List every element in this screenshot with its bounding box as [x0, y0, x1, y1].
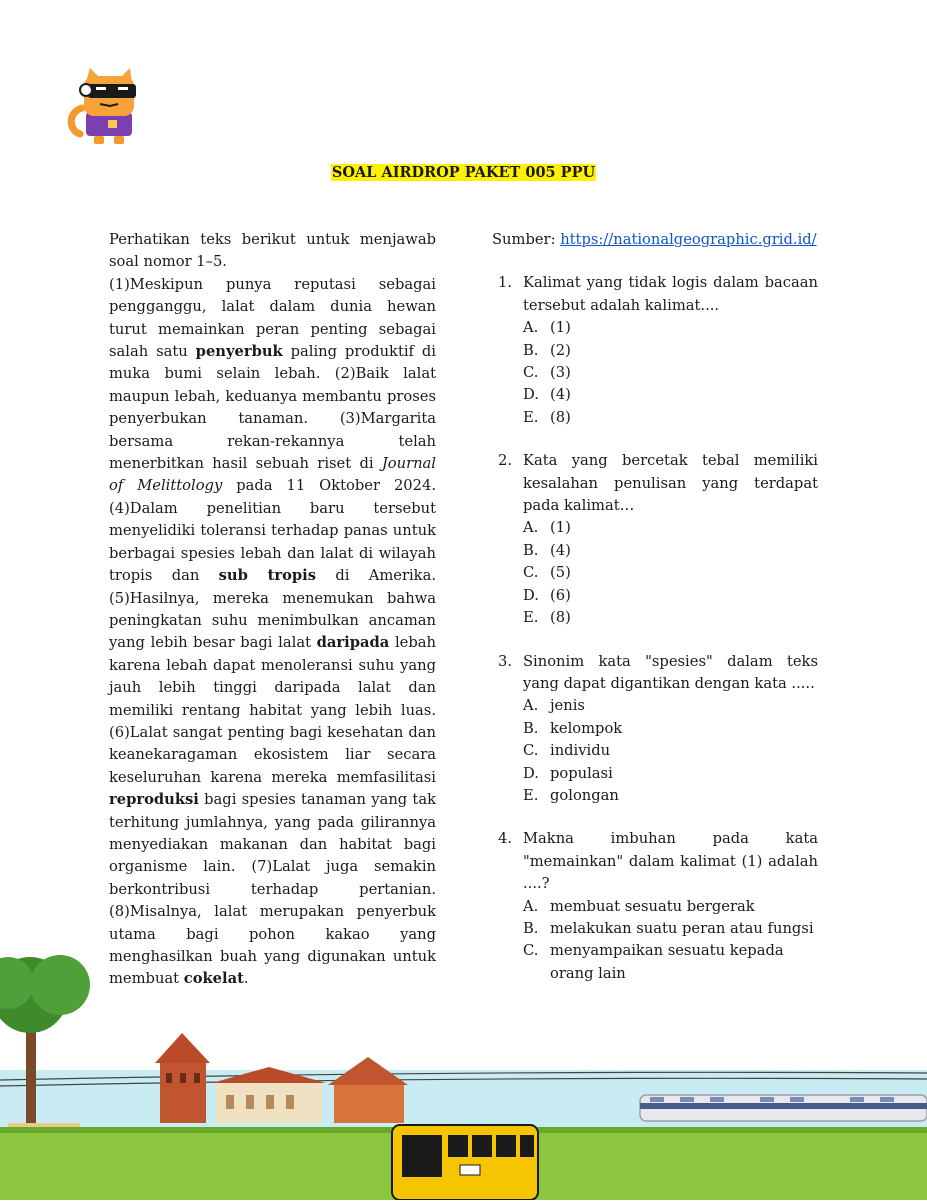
answer-option[interactable]: [523, 740, 818, 762]
reading-passage: [109, 229, 436, 991]
answer-option[interactable]: [523, 918, 818, 940]
passage-intro: Perhatikan teks berikut untuk menjawab soal nomor 1–5.: [109, 231, 436, 271]
answer-option[interactable]: [523, 340, 818, 362]
bold-word: cokelat: [183, 970, 244, 988]
palace-tower-illustration: [155, 1033, 210, 1123]
answer-option[interactable]: [523, 896, 818, 918]
bus-illustration: [392, 1125, 538, 1200]
bold-word: daripada: [316, 634, 390, 652]
source-line: [492, 229, 818, 251]
option-text: (8): [550, 609, 571, 627]
passage-text: bagi spesies tanaman yang tak terhitung jumlahnya, yang pada gilirannya menyediakan makanan dan habitat bagi organisme lain. (7)Lalat juga semakin berkontribusi terhadap pertanian. (8)Misalnya, lalat merupakan penyerbuk utama bagi pohon kakao yang menghasilkan buah yang digunakan untuk membuat: [109, 791, 436, 988]
bold-word: sub tropis: [218, 567, 317, 585]
question-text: Sinonim kata "spesies" dalam teks yang dapat digantikan dengan kata .....: [523, 652, 818, 692]
option-letter: B.: [523, 719, 539, 737]
option-letter: A.: [523, 897, 539, 915]
title-text: SOAL AIRDROP PAKET 005 PPU: [331, 164, 596, 181]
option-text: (6): [550, 586, 571, 604]
option-letter: E.: [523, 786, 539, 804]
answer-option[interactable]: [523, 317, 818, 339]
option-letter: B.: [523, 919, 539, 937]
joglo-house-illustration: [328, 1057, 408, 1123]
option-text: (1): [550, 319, 571, 337]
question-text: Kalimat yang tidak logis dalam bacaan tersebut adalah kalimat....: [523, 274, 818, 314]
option-letter: E.: [523, 408, 539, 426]
passage-text: paling produktif di muka bumi selain lebah. (2)Baik lalat maupun lebah, keduanya membantu proses penyerbukan tanaman. (3)Margarita bersama rekan-rekannya telah menerbitkan hasil sebuah riset di: [109, 343, 436, 473]
passage-text: .: [243, 970, 249, 988]
option-text: kelompok: [550, 719, 623, 737]
answer-option[interactable]: [523, 384, 818, 406]
option-letter: D.: [523, 586, 539, 604]
bold-word: reproduksi: [109, 791, 199, 809]
option-letter: D.: [523, 764, 539, 782]
passage-text: di Amerika. (5)Hasilnya, mereka menemukan bahwa peningkatan suhu menimbulkan ancaman yang lebih besar bagi lalat: [109, 567, 436, 652]
option-text: jenis: [550, 697, 585, 715]
answer-option[interactable]: [523, 763, 818, 785]
question-text: Kata yang bercetak tebal memiliki kesalahan penulisan yang terdapat pada kalimat…: [523, 452, 818, 515]
footer-illustration: [0, 955, 927, 1200]
option-letter: A.: [523, 697, 539, 715]
question-item: [492, 272, 818, 429]
passage-text: lebah karena lebah dapat menoleransi suhu yang jauh lebih tinggi daripada lalat dan memiliki rentang habitat yang lebih luas. (6)Lalat sangat penting bagi kesehatan dan keanekaragaman ekosistem liar secara keseluruhan karena mereka memfasilitasi: [109, 634, 436, 786]
answer-option[interactable]: [523, 407, 818, 429]
option-letter: C.: [523, 564, 539, 582]
answer-option[interactable]: [523, 362, 818, 384]
option-text: menyampaikan sesuatu kepada orang lain: [550, 942, 784, 982]
italic-text: Journal of Melittology: [109, 455, 436, 495]
passage-text: pada 11 Oktober 2024. (4)Dalam penelitian baru tersebut menyelidiki toleransi terhadap panas untuk berbagai spesies lebah dan lalat di wilayah tropis dan: [109, 477, 436, 585]
document-title: [0, 164, 927, 181]
option-text: membuat sesuatu bergerak: [550, 897, 755, 915]
answer-option[interactable]: [523, 695, 818, 717]
question-number: 2.: [498, 452, 513, 470]
answer-option[interactable]: [523, 585, 818, 607]
option-letter: D.: [523, 386, 539, 404]
option-letter: C.: [523, 364, 539, 382]
option-list: [523, 695, 818, 807]
option-text: individu: [550, 742, 611, 760]
option-letter: A.: [523, 319, 539, 337]
source-label: Sumber:: [492, 231, 556, 248]
passage-text: (1)Meskipun punya reputasi sebagai pengganggu, lalat dalam dunia hewan turut memainkan peran penting sebagai salah satu: [109, 275, 436, 361]
cat-mascot-logo: [66, 68, 152, 148]
option-text: golongan: [550, 786, 619, 804]
answer-option[interactable]: [523, 785, 818, 807]
answer-option[interactable]: [523, 540, 818, 562]
answer-option[interactable]: [523, 607, 818, 629]
option-text: (3): [550, 364, 571, 382]
option-letter: B.: [523, 341, 539, 359]
question-list: [492, 272, 818, 985]
question-text: Makna imbuhan pada kata "memainkan" dalam kalimat (1) adalah ....?: [523, 830, 818, 893]
bold-word: penyerbuk: [195, 343, 283, 361]
option-text: (5): [550, 564, 571, 582]
option-text: melakukan suatu peran atau fungsi: [550, 919, 814, 937]
question-item: [492, 651, 818, 808]
question-column: [492, 229, 818, 1006]
option-text: populasi: [550, 764, 613, 782]
answer-option[interactable]: [523, 562, 818, 584]
question-number: 3.: [498, 652, 513, 670]
option-letter: C.: [523, 942, 539, 960]
option-list: [523, 517, 818, 629]
answer-option[interactable]: [523, 718, 818, 740]
option-letter: A.: [523, 519, 539, 537]
option-text: (4): [550, 386, 571, 404]
question-number: 4.: [498, 830, 513, 848]
train-illustration: [640, 1095, 927, 1121]
source-link[interactable]: https://nationalgeographic.grid.id/: [560, 231, 817, 248]
option-text: (4): [550, 541, 571, 559]
answer-option[interactable]: [523, 517, 818, 539]
option-text: (8): [550, 408, 571, 426]
option-letter: B.: [523, 541, 539, 559]
question-number: 1.: [498, 274, 513, 292]
option-letter: E.: [523, 609, 539, 627]
option-letter: C.: [523, 742, 539, 760]
option-list: [523, 317, 818, 429]
option-text: (1): [550, 519, 571, 537]
question-item: [492, 450, 818, 629]
option-text: (2): [550, 341, 571, 359]
passage-body: [109, 274, 436, 991]
